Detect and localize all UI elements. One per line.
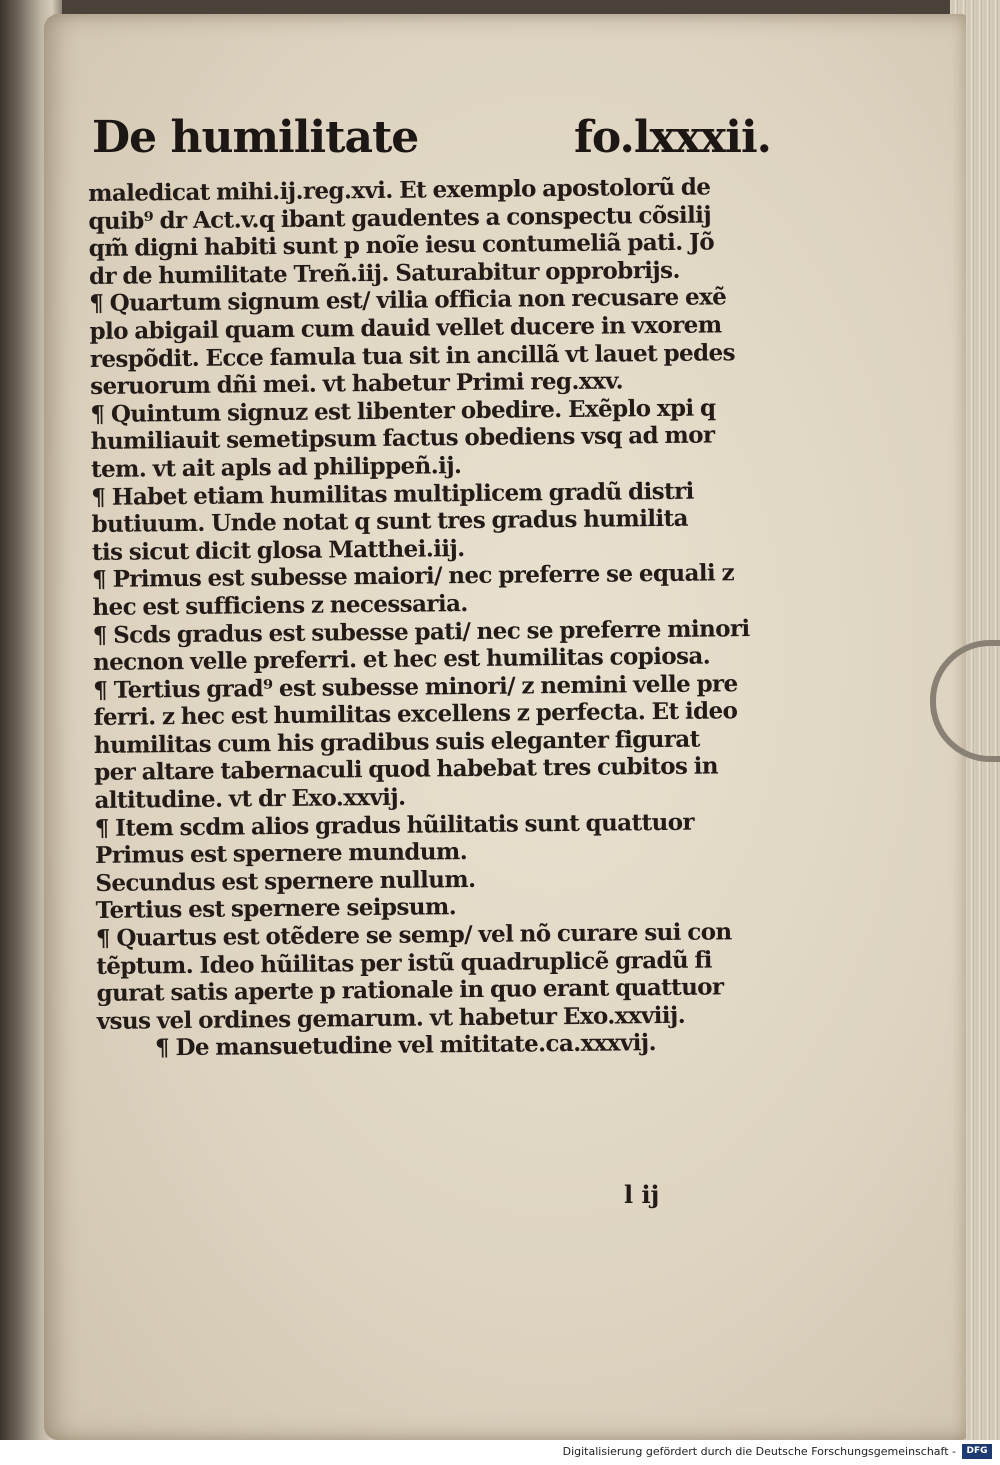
text-block	[88, 173, 797, 1063]
text-line: hec est sufficiens z necessaria.	[92, 589, 468, 621]
text-line: dr de humilitate Treñ.iij. Saturabitur opprobrijs.	[88, 256, 680, 290]
text-line: ferri. z hec est humilitas excellens z perfecta. Et ideo	[93, 697, 738, 732]
text-line: ¶ Tertius grad⁹ est subesse minori/ z nemini velle pre	[93, 669, 738, 704]
text-line: qm̃ digni habiti sunt p noĩe iesu contumeliã pati. Jõ	[88, 228, 715, 263]
text-line: tis sicut dicit glosa Matthei.iij.	[91, 534, 465, 566]
text-line: necnon velle preferri. et hec est humilitas copiosa.	[92, 642, 711, 677]
text-line: tẽptum. Ideo hũilitas per istũ quadruplicẽ gradũ fi	[96, 946, 712, 980]
signature-mark: l ij	[624, 1180, 660, 1209]
text-line: ¶ Primus est subesse maiori/ nec preferre se equali z	[92, 559, 735, 594]
text-line: humiliauit semetipsum factus obediens vsq ad mor	[90, 421, 715, 456]
dfg-logo-icon: DFG	[962, 1444, 992, 1459]
funding-credit: Digitalisierung gefördert durch die Deutsche Forschungsgemeinschaft -	[562, 1445, 956, 1458]
text-line: maledicat mihi.ij.reg.xvi. Et exemplo apostolorũ de	[88, 173, 711, 207]
text-line: ¶ Quartus est otẽdere se semp/ vel nõ curare sui con	[95, 918, 732, 952]
text-line: Tertius est spernere seipsum.	[95, 893, 457, 925]
text-line: quib⁹ dr Act.v.q ibant gaudentes a conspectu cõsilij	[88, 201, 712, 235]
running-title: De humilitate	[92, 112, 419, 163]
text-line: ¶ Item scdm alios gradus hũilitatis sunt quattuor	[94, 808, 695, 842]
text-line: ¶ Quartum signum est/ vilia officia non recusare exẽ	[89, 283, 727, 318]
text-line: ¶ Scds gradus est subesse pati/ nec se preferre minori	[92, 614, 750, 649]
text-line: ¶ De mansuetudine vel mititate.ca.xxxvij.	[154, 1029, 657, 1062]
text-line: vsus vel ordines gemarum. vt habetur Exo.xxviij.	[96, 1001, 686, 1035]
text-line: ¶ Habet etiam humilitas multiplicem gradũ distri	[91, 477, 694, 511]
folio-number: fo.lxxxii.	[574, 112, 771, 163]
text-line: gurat satis aperte p rationale in quo erant quattuor	[96, 973, 724, 1008]
text-line: butiuum. Unde notat q sunt tres gradus humilita	[91, 504, 689, 539]
text-line: plo abigail quam cum dauid vellet ducere in vxorem	[89, 311, 722, 345]
text-line: seruorum dñi mei. vt habetur Primi reg.xxv.	[90, 367, 624, 401]
text-line: Secundus est spernere nullum.	[95, 865, 476, 897]
text-line: ¶ Quintum signuz est libenter obedire. Exẽplo xpi q	[90, 394, 716, 428]
text-line: per altare tabernaculi quod habebat tres cubitos in	[94, 752, 719, 787]
text-line: altitudine. vt dr Exo.xxvij.	[94, 783, 406, 815]
text-line: respõdit. Ecce famula tua sit in ancillã vt lauet pedes	[89, 338, 736, 373]
footer-bar	[0, 1440, 1000, 1465]
text-line: tem. vt ait apls ad philippeñ.ij.	[90, 452, 462, 483]
text-line: humilitas cum his gradibus suis eleganter figurat	[93, 725, 700, 759]
text-line: Primus est spernere mundum.	[94, 838, 468, 870]
page-heading	[92, 112, 792, 172]
